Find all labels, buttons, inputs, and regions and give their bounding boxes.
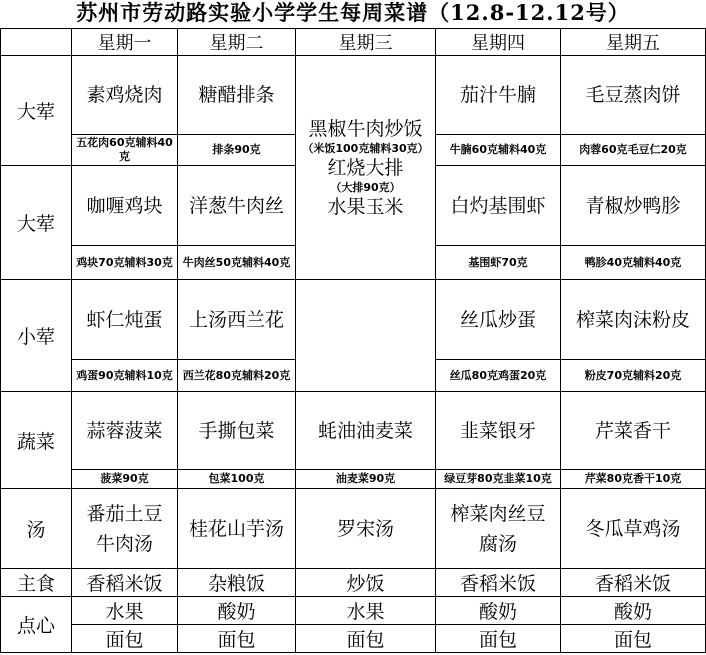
portion-note: 粉皮70克辅料20克 (561, 360, 706, 392)
table-row (1, 569, 706, 597)
portion-note: 鸡块70克辅料30克 (72, 246, 178, 280)
dish-cell: 手撕包菜 (178, 392, 296, 470)
menu-table (0, 28, 706, 653)
portion-note: 肉蓉60克毛豆仁20克 (561, 135, 706, 166)
dish-cell: 糖醋排条 (178, 56, 296, 135)
empty-cell (296, 280, 436, 392)
dish-cell: 咖喱鸡块 (72, 166, 178, 246)
portion-note: 鸭胗40克辅料40克 (561, 246, 706, 280)
wednesday-merged-cell (296, 56, 436, 280)
snack-cell: 面包 (178, 625, 296, 653)
day-header: 星期二 (178, 29, 296, 56)
snack-cell: 面包 (296, 625, 436, 653)
snack-cell: 水果 (72, 597, 178, 625)
dish-cell: 虾仁炖蛋 (72, 280, 178, 360)
portion-note: 绿豆芽80克韭菜10克 (436, 470, 561, 489)
staple-cell: 香稻米饭 (72, 569, 178, 597)
dish-text: 番茄土豆牛肉汤 (86, 502, 163, 555)
portion-note: 芹菜80克香干10克 (561, 470, 706, 489)
dish-cell: 罗宋汤 (296, 489, 436, 569)
staple-cell: 香稻米饭 (436, 569, 561, 597)
portion-note: 五花肉60克辅料40克 (72, 135, 178, 166)
header-corner (1, 29, 72, 56)
dish-cell: 冬瓜草鸡汤 (561, 489, 706, 569)
row-label-staple: 主食 (1, 569, 72, 597)
day-header: 星期五 (561, 29, 706, 56)
row-label-meat-1: 大荤 (1, 56, 72, 166)
snack-cell: 酸奶 (436, 597, 561, 625)
dish-cell: 丝瓜炒蛋 (436, 280, 561, 360)
portion-note: （米饭100克辅料30克） (302, 141, 429, 155)
dish-cell: 上汤西兰花 (178, 280, 296, 360)
portion-note: 包菜100克 (178, 470, 296, 489)
table-row (1, 489, 706, 569)
staple-cell: 杂粮饭 (178, 569, 296, 597)
dish-cell: 韭菜银牙 (436, 392, 561, 470)
dish-cell: 素鸡烧肉 (72, 56, 178, 135)
portion-note: 基围虾70克 (436, 246, 561, 280)
table-row (1, 597, 706, 625)
portion-note: 油麦菜90克 (296, 470, 436, 489)
dish-cell: 芹菜香干 (561, 392, 706, 470)
snack-cell: 酸奶 (561, 597, 706, 625)
dish-text: 榨菜肉丝豆腐汤 (450, 502, 546, 555)
dish-cell: 白灼基围虾 (436, 166, 561, 246)
dish-cell: 桂花山芋汤 (178, 489, 296, 569)
row-label-vegetable: 蔬菜 (1, 392, 72, 489)
dish-cell: 蚝油油麦菜 (296, 392, 436, 470)
day-header: 星期三 (296, 29, 436, 56)
portion-note: 鸡蛋90克辅料10克 (72, 360, 178, 392)
dish-cell: 毛豆蒸肉饼 (561, 56, 706, 135)
portion-note: 牛肉丝50克辅料40克 (178, 246, 296, 280)
staple-cell: 香稻米饭 (561, 569, 706, 597)
day-header: 星期四 (436, 29, 561, 56)
dish-cell: 茄汁牛腩 (436, 56, 561, 135)
snack-cell: 水果 (296, 597, 436, 625)
portion-note: 牛腩60克辅料40克 (436, 135, 561, 166)
dish-text: 水果玉米 (327, 195, 404, 218)
table-row (1, 625, 706, 653)
header-row (1, 29, 706, 56)
day-header: 星期一 (72, 29, 178, 56)
snack-cell: 面包 (561, 625, 706, 653)
table-row (1, 470, 706, 489)
staple-cell: 炒饭 (296, 569, 436, 597)
page-title: 苏州市劳动路实验小学学生每周菜谱（12.8-12.12号） (76, 0, 630, 25)
portion-note: 排条90克 (178, 135, 296, 166)
table-row (1, 56, 706, 135)
dish-cell: 青椒炒鸭胗 (561, 166, 706, 246)
dish-cell: 洋葱牛肉丝 (178, 166, 296, 246)
dish-cell (72, 489, 178, 569)
dish-cell (436, 489, 561, 569)
dish-cell: 蒜蓉菠菜 (72, 392, 178, 470)
table-row (1, 280, 706, 360)
row-label-meat-2: 大荤 (1, 166, 72, 280)
portion-note: 菠菜90克 (72, 470, 178, 489)
row-label-snack: 点心 (1, 597, 72, 653)
snack-cell: 面包 (436, 625, 561, 653)
dish-cell: 榨菜肉沫粉皮 (561, 280, 706, 360)
row-label-small-meat: 小荤 (1, 280, 72, 392)
dish-text: 红烧大排 (327, 156, 404, 179)
row-label-soup: 汤 (1, 489, 72, 569)
snack-cell: 面包 (72, 625, 178, 653)
table-row (1, 392, 706, 470)
portion-note: 丝瓜80克鸡蛋20克 (436, 360, 561, 392)
portion-note: （大排90克） (330, 180, 401, 194)
dish-text: 黑椒牛肉炒饭 (308, 117, 423, 140)
portion-note: 西兰花80克辅料20克 (178, 360, 296, 392)
snack-cell: 酸奶 (178, 597, 296, 625)
